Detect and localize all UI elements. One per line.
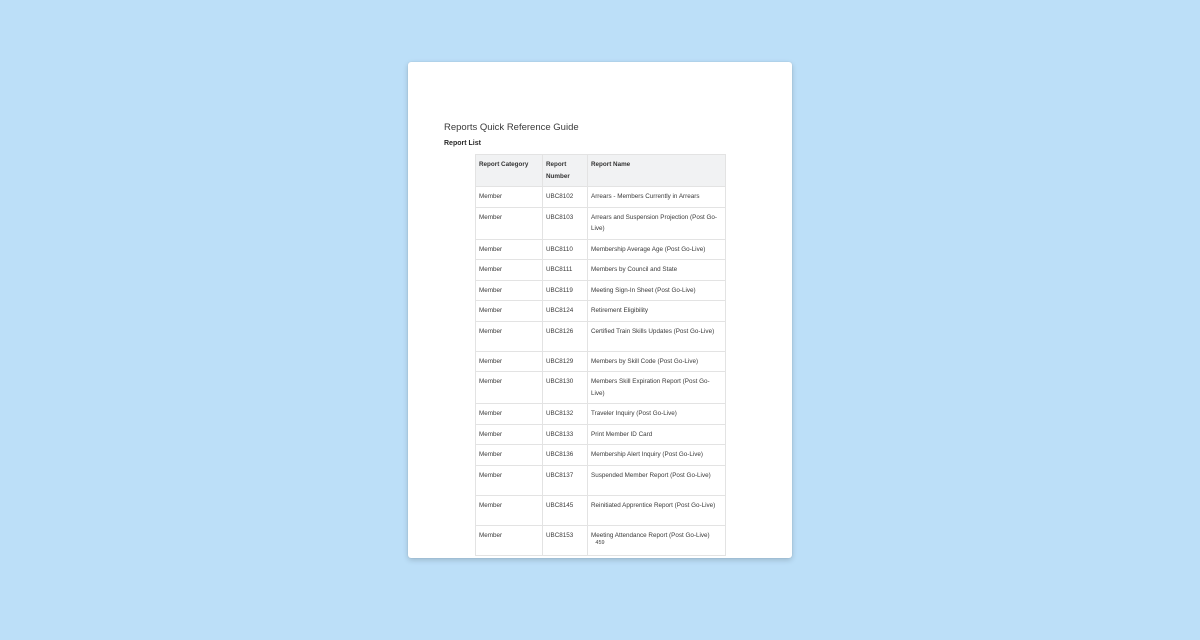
cell-category: Member xyxy=(476,351,543,372)
cell-category: Member xyxy=(476,445,543,466)
cell-category: Member xyxy=(476,372,543,404)
document-page xyxy=(408,62,792,558)
document-title: Reports Quick Reference Guide xyxy=(444,122,579,133)
cell-number: UBC8124 xyxy=(543,301,588,322)
cell-name: Meeting Sign-In Sheet (Post Go-Live) xyxy=(588,280,726,301)
cell-number: UBC8102 xyxy=(543,187,588,208)
cell-name: Suspended Member Report (Post Go-Live) xyxy=(588,465,726,495)
cell-name: Arrears and Suspension Projection (Post Go-Live) xyxy=(588,207,726,239)
table-row xyxy=(476,207,726,239)
table-row xyxy=(476,465,726,495)
cell-number: UBC8132 xyxy=(543,404,588,425)
cell-category: Member xyxy=(476,187,543,208)
table-row xyxy=(476,424,726,445)
cell-number: UBC8136 xyxy=(543,445,588,466)
cell-name: Meeting Attendance Report (Post Go-Live) xyxy=(588,525,726,555)
cell-category: Member xyxy=(476,404,543,425)
cell-number: UBC8126 xyxy=(543,321,588,351)
cell-number: UBC8103 xyxy=(543,207,588,239)
cell-number: UBC8133 xyxy=(543,424,588,445)
cell-name: Membership Alert Inquiry (Post Go-Live) xyxy=(588,445,726,466)
cell-number: UBC8111 xyxy=(543,260,588,281)
cell-category: Member xyxy=(476,239,543,260)
cell-number: UBC8130 xyxy=(543,372,588,404)
table-row xyxy=(476,351,726,372)
table-row xyxy=(476,260,726,281)
section-title: Report List xyxy=(444,140,481,147)
table-row xyxy=(476,301,726,322)
cell-name: Membership Average Age (Post Go-Live) xyxy=(588,239,726,260)
table-row xyxy=(476,372,726,404)
cell-category: Member xyxy=(476,260,543,281)
cell-category: Member xyxy=(476,207,543,239)
cell-category: Member xyxy=(476,301,543,322)
cell-number: UBC8153 xyxy=(543,525,588,555)
cell-name: Reinitiated Apprentice Report (Post Go-Live) xyxy=(588,495,726,525)
cell-number: UBC8145 xyxy=(543,495,588,525)
page-number: 459 xyxy=(595,540,605,546)
cell-name: Members Skill Expiration Report (Post Go-Live) xyxy=(588,372,726,404)
cell-number: UBC8137 xyxy=(543,465,588,495)
column-header-number: Report Number xyxy=(543,155,588,187)
cell-category: Member xyxy=(476,495,543,525)
column-header-category: Report Category xyxy=(476,155,543,187)
cell-category: Member xyxy=(476,525,543,555)
cell-name: Print Member ID Card xyxy=(588,424,726,445)
cell-category: Member xyxy=(476,465,543,495)
cell-category: Member xyxy=(476,280,543,301)
cell-name: Traveler Inquiry (Post Go-Live) xyxy=(588,404,726,425)
table-row xyxy=(476,445,726,466)
cell-number: UBC8119 xyxy=(543,280,588,301)
table-row xyxy=(476,187,726,208)
table-row xyxy=(476,239,726,260)
column-header-name: Report Name xyxy=(588,155,726,187)
cell-number: UBC8129 xyxy=(543,351,588,372)
table-row xyxy=(476,404,726,425)
table-row xyxy=(476,495,726,525)
cell-name: Members by Council and State xyxy=(588,260,726,281)
cell-category: Member xyxy=(476,321,543,351)
table-row xyxy=(476,321,726,351)
table-header-row xyxy=(476,155,726,187)
cell-number: UBC8110 xyxy=(543,239,588,260)
cell-name: Retirement Eligibility xyxy=(588,301,726,322)
cell-name: Arrears - Members Currently in Arrears xyxy=(588,187,726,208)
cell-category: Member xyxy=(476,424,543,445)
table-row xyxy=(476,280,726,301)
cell-name: Certified Train Skills Updates (Post Go-Live) xyxy=(588,321,726,351)
report-list-table xyxy=(475,154,726,556)
cell-name: Members by Skill Code (Post Go-Live) xyxy=(588,351,726,372)
